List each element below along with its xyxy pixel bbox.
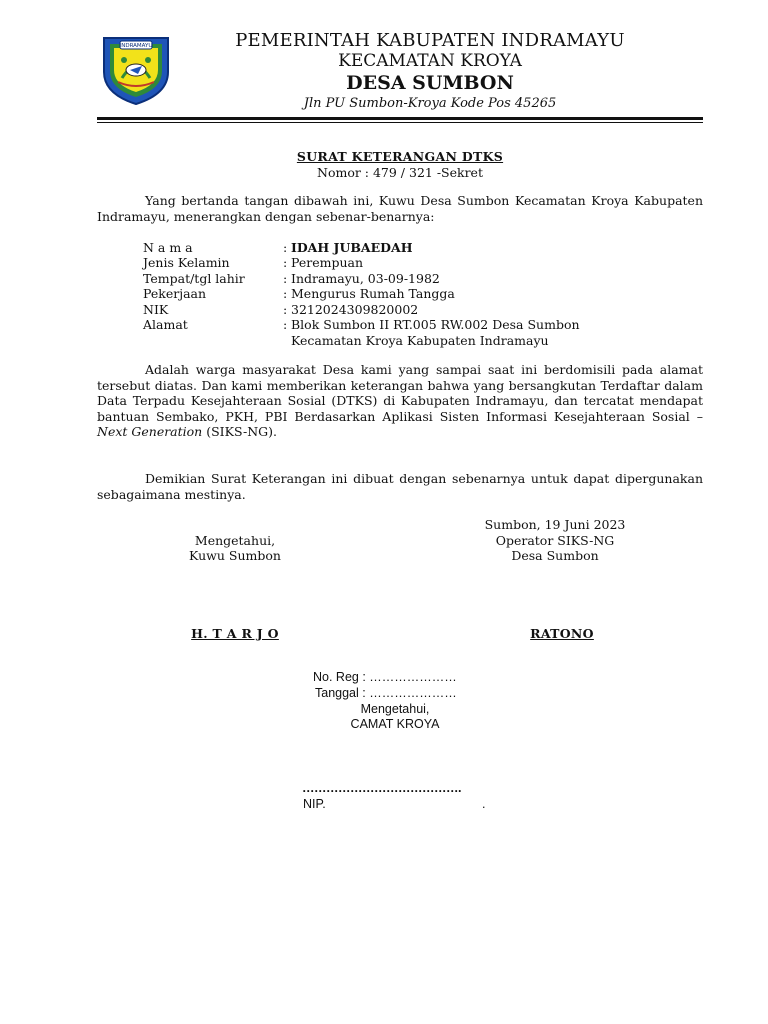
regency-emblem-icon: [98, 30, 174, 106]
body-text: Adalah warga masyarakat Desa kami yang sampai saat ini berdomisili pada alamat tersebut diatas. Dan kami memberikan keterangan bahwa yang bersangkutan Terdaftar dalam Data Terpadu Kesejahteraan Sosial (DTKS) di Kabupaten Indramayu, dan tercatat mendapat bantuan Sembako, PKH, PBI Berdasarkan Aplikasi Sisten Informasi Kesejahteraan Sosial –: [97, 362, 703, 424]
letter-title: SURAT KETERANGAN DTKS: [296, 149, 504, 164]
camat-nip-label: NIP.: [303, 797, 326, 811]
registration-date: Tanggal : …………………: [315, 686, 457, 700]
field-colon: :: [283, 255, 288, 270]
left-signer-name: H. T A R J O: [191, 626, 279, 641]
field-colon: :: [283, 271, 288, 286]
field-value: Blok Sumbon II RT.005 RW.002 Desa Sumbon: [291, 317, 580, 332]
field-label: Tempat/tgl lahir: [143, 271, 245, 286]
body-tail-text: (SIKS-NG).: [206, 424, 277, 439]
closing-text: Demikian Surat Keterangan ini dibuat dengan sebenarnya untuk dapat dipergunakan sebagaimana mestinya.: [97, 471, 703, 502]
field-colon: :: [283, 317, 288, 332]
opening-text: Yang bertanda tangan dibawah ini, Kuwu Desa Sumbon Kecamatan Kroya Kabupaten Indramayu, menerangkan dengan sebenar-benarnya:: [97, 193, 703, 224]
field-label: N a m a: [143, 240, 193, 255]
letter-number: Nomor : 479 / 321 -Sekret: [317, 165, 483, 180]
left-signer-title: Mengetahui,: [194, 533, 276, 548]
letterhead-village: DESA SUMBON: [346, 72, 514, 94]
camat-title: CAMAT KROYA: [350, 717, 440, 731]
left-signer-office: Kuwu Sumbon: [189, 548, 281, 563]
place-date: Sumbon, 19 Juni 2023: [484, 517, 626, 532]
svg-text:INDRAMAYU: INDRAMAYU: [119, 43, 153, 49]
right-signer-title: Operator SIKS-NG: [495, 533, 615, 548]
field-label: Jenis Kelamin: [143, 255, 230, 270]
letterhead-government: PEMERINTAH KABUPATEN INDRAMAYU: [235, 30, 625, 51]
camat-acknowledge: Mengetahui,: [360, 702, 430, 716]
field-label: Pekerjaan: [143, 286, 207, 301]
right-signer-office: Desa Sumbon: [511, 548, 599, 563]
opening-paragraph: [97, 193, 703, 224]
camat-signature-line: ………………………………….: [302, 781, 461, 795]
closing-paragraph: [97, 471, 703, 502]
letterhead-district: KECAMATAN KROYA: [338, 51, 522, 71]
field-value: Perempuan: [291, 255, 364, 270]
body-italic-text: Next Generation: [97, 424, 203, 439]
field-label: Alamat: [143, 317, 188, 332]
left-signer-block: [120, 626, 350, 642]
field-colon: :: [283, 286, 288, 301]
letterhead-thick-rule: [97, 117, 703, 120]
registration-number: No. Reg : …………………: [313, 670, 457, 684]
letterhead-address: Jln PU Sumbon-Kroya Kode Pos 45265: [303, 96, 557, 111]
field-label: NIK: [143, 302, 169, 317]
right-signer-block: [447, 626, 677, 642]
field-value-continued: Kecamatan Kroya Kabupaten Indramayu: [291, 333, 549, 348]
camat-nip-end: .: [482, 797, 486, 811]
field-value: Mengurus Rumah Tangga: [291, 286, 455, 301]
field-value: 3212024309820002: [291, 302, 419, 317]
right-signer-name: RATONO: [530, 626, 594, 641]
field-colon: :: [283, 302, 288, 317]
regency-logo: [98, 30, 174, 106]
field-colon: :: [283, 240, 288, 255]
body-paragraph: [97, 362, 703, 440]
field-value: IDAH JUBAEDAH: [291, 240, 413, 255]
letterhead-thin-rule: [97, 122, 703, 123]
field-value: Indramayu, 03-09-1982: [291, 271, 440, 286]
